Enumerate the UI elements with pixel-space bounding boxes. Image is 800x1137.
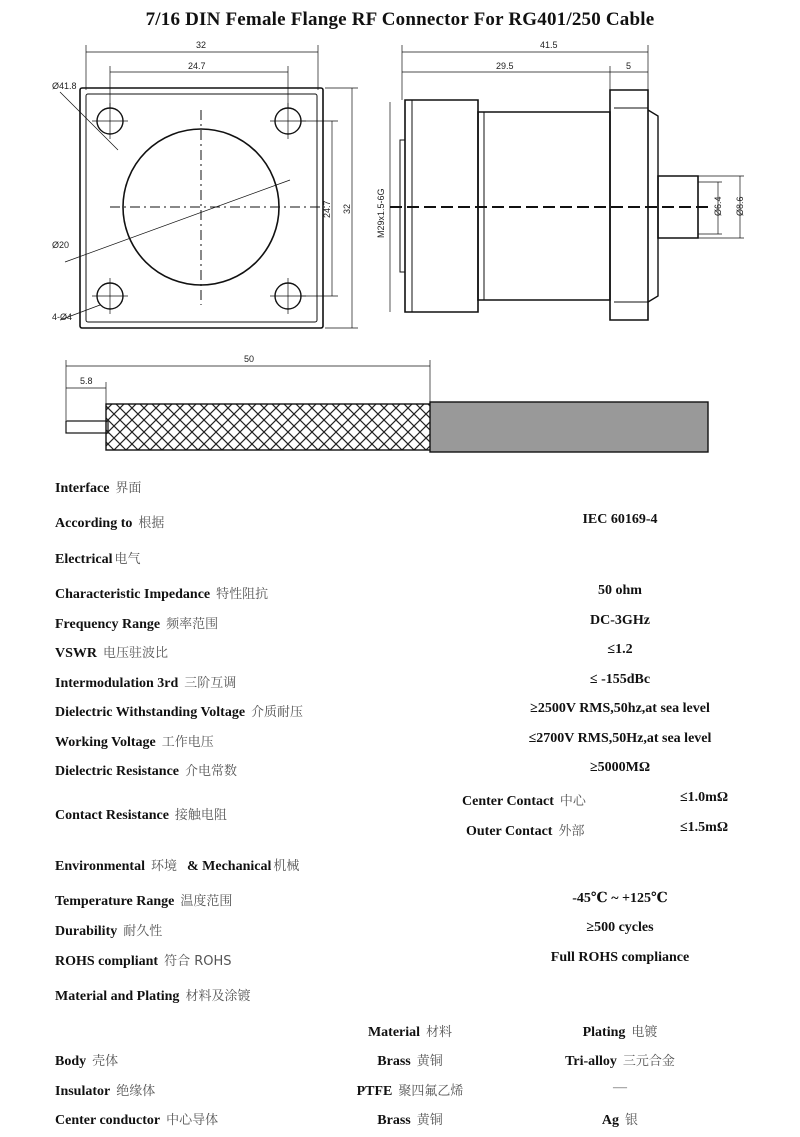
column-header-plating: Plating [582, 1025, 626, 1040]
spec-label-cn: 界面 [115, 481, 142, 496]
spec-label: VSWR [55, 646, 98, 661]
spec-row-durability [0, 920, 800, 944]
material-table-header [0, 1021, 800, 1045]
part-label-cn: 绝缘体 [116, 1084, 156, 1099]
material-value-cn: 黄铜 [416, 1054, 443, 1069]
spec-value: 50 ohm [598, 583, 642, 598]
spec-label: Interface [55, 481, 110, 496]
spec-label-cn: 介质耐压 [251, 705, 304, 720]
page-title: 7/16 DIN Female Flange RF Connector For RG401/250 Cable [145, 9, 655, 30]
sub-label: Center Contact [462, 794, 554, 809]
spec-label: Contact Resistance [55, 808, 169, 823]
material-row-body [0, 1050, 800, 1074]
spec-label: Dielectric Withstanding Voltage [55, 705, 246, 720]
dim-sleeve: Ø8.6 [735, 196, 745, 216]
material-value: PTFE [356, 1084, 393, 1099]
dim-front-hole-span: 24.7 [188, 61, 206, 71]
spec-row-vswr [0, 642, 800, 666]
dim-cable-strip: 5.8 [80, 376, 93, 386]
spec-label: Working Voltage [55, 735, 156, 750]
spec-label-cn: 频率范围 [166, 617, 219, 632]
front-view [60, 45, 358, 328]
dim-holes: 4-Ø4 [52, 312, 73, 322]
spec-row-rohs [0, 950, 800, 974]
part-label: Center conductor [55, 1113, 161, 1128]
spec-value: DC-3GHz [590, 613, 650, 628]
spec-label-cn: 符合 ROHS [164, 954, 232, 969]
column-header-plating-cn: 电镀 [631, 1025, 658, 1040]
spec-label: Temperature Range [55, 894, 175, 909]
dim-side-total: 41.5 [540, 40, 558, 50]
spec-label: Frequency Range [55, 617, 161, 632]
spec-value: ≤ -155dBc [589, 672, 651, 687]
dim-cable-length: 50 [244, 354, 255, 364]
dim-thread: M29x1.5-6G [376, 188, 386, 238]
material-row-center [0, 1109, 800, 1133]
spec-label: Dielectric Resistance [55, 764, 179, 779]
section-heading-cn-2: 机械 [273, 859, 300, 874]
plating-value-cn: 银 [625, 1113, 639, 1128]
sub-label: Outer Contact [466, 824, 553, 839]
material-value: Brass [377, 1113, 411, 1128]
section-heading: Environmental [55, 859, 145, 874]
spec-value: ≤1.0mΩ [680, 790, 729, 805]
spec-value: ≤2700V RMS,50Hz,at sea level [528, 731, 712, 746]
spec-label-cn: 根据 [138, 516, 165, 531]
spec-label: According to [55, 516, 133, 531]
spec-row-material [0, 985, 800, 1009]
spec-value: IEC 60169-4 [582, 512, 658, 527]
dim-vert-span: 24.7 [322, 200, 332, 218]
dim-side-flange: 5 [626, 61, 632, 71]
spec-row-dielectric-voltage [0, 701, 800, 725]
dim-side-body: 29.5 [496, 61, 514, 71]
spec-row-working-voltage [0, 731, 800, 755]
spec-value: ≥5000MΩ [589, 760, 651, 775]
technical-drawing [0, 0, 800, 470]
dim-height: 32 [342, 203, 352, 214]
spec-row-frequency [0, 613, 800, 637]
dim-bore: Ø20 [52, 240, 70, 250]
spec-label-cn: 温度范围 [180, 894, 233, 909]
spec-label-cn: 电压驻波比 [103, 646, 169, 661]
spec-row-outer-contact [0, 820, 800, 844]
spec-row-according [0, 512, 800, 536]
spec-value: ≥2500V RMS,50hz,at sea level [530, 701, 710, 716]
plating-value: — [613, 1080, 627, 1095]
spec-value: Full ROHS compliance [550, 950, 690, 965]
spec-label: Durability [55, 924, 118, 939]
section-heading-cn: 材料及涂镀 [185, 989, 251, 1004]
spec-value: -45℃ ~ +125℃ [572, 891, 668, 906]
spec-row-environmental [0, 855, 800, 879]
spec-label: ROHS compliant [55, 954, 159, 969]
spec-row-interface [0, 477, 800, 501]
section-heading-cn: 环境 [150, 859, 177, 874]
spec-row-temperature [0, 890, 800, 914]
column-header-material: Material [367, 1025, 421, 1040]
section-heading: Electrical [55, 552, 113, 567]
plating-value: Tri-alloy [565, 1054, 617, 1069]
cable-view [66, 360, 708, 452]
plating-value: Ag [601, 1113, 620, 1128]
spec-label: Characteristic Impedance [55, 587, 211, 602]
spec-value: ≤1.5mΩ [680, 820, 729, 835]
part-label: Body [55, 1054, 87, 1069]
part-label: Insulator [55, 1084, 111, 1099]
side-view [390, 45, 744, 320]
spec-label-cn: 耐久性 [123, 924, 163, 939]
part-label-cn: 壳体 [92, 1054, 119, 1069]
spec-row-electrical [0, 548, 800, 572]
material-value: Brass [377, 1054, 411, 1069]
material-row-insulator [0, 1080, 800, 1104]
spec-label-cn: 三阶互调 [184, 676, 237, 691]
spec-label-cn: 介电常数 [185, 764, 238, 779]
part-label-cn: 中心导体 [166, 1113, 219, 1128]
section-heading-2: & Mechanical [187, 859, 272, 874]
spec-label-cn: 接触电阻 [174, 808, 227, 823]
spec-value: ≥500 cycles [586, 920, 654, 935]
spec-row-impedance [0, 583, 800, 607]
dim-front-width: 32 [196, 40, 207, 50]
sub-label-cn: 中心 [559, 794, 586, 809]
spec-label-cn: 特性阻抗 [216, 587, 269, 602]
spec-label-cn: 工作电压 [161, 735, 214, 750]
section-heading-cn: 电气 [114, 552, 141, 567]
dim-pin: Ø6.4 [713, 196, 723, 216]
spec-row-dielectric-resistance [0, 760, 800, 784]
material-value-cn: 聚四氟乙烯 [398, 1084, 464, 1099]
section-heading: Material and Plating [55, 989, 180, 1004]
spec-value: ≤1.2 [607, 642, 633, 657]
plating-value-cn: 三元合金 [622, 1054, 675, 1069]
dim-flange-dia: Ø41.8 [52, 81, 77, 91]
spec-label: Intermodulation 3rd [55, 676, 179, 691]
spec-row-intermod [0, 672, 800, 696]
material-value-cn: 黄铜 [416, 1113, 443, 1128]
column-header-material-cn: 材料 [426, 1025, 453, 1040]
sub-label-cn: 外部 [558, 824, 585, 839]
